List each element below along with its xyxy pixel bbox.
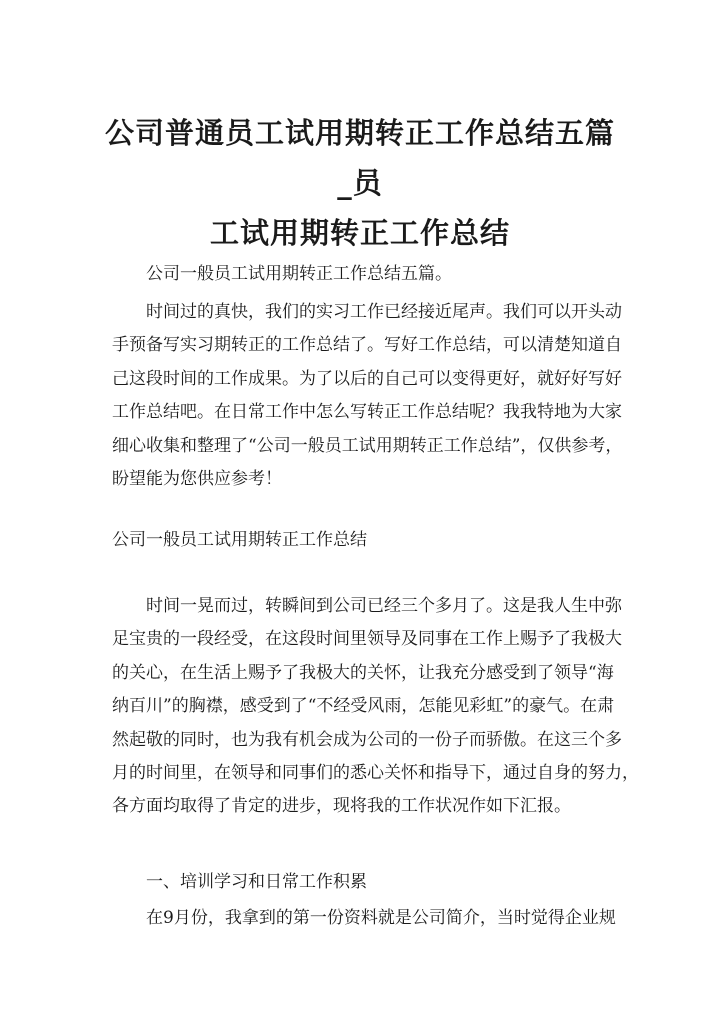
- title-line-1: 公司普通员工试用期转正工作总结五篇_员: [104, 116, 615, 200]
- intro-line-3: 己这段时间的工作成果。为了以后的自己可以变得更好，就好好写好: [112, 368, 622, 389]
- intro-line-6: 盼望能为您供应参考！: [112, 469, 282, 490]
- body-line-1: 时间一晃而过，转瞬间到公司已经三个多月了。这是我人生中弥: [146, 596, 622, 616]
- body-paragraph: [112, 590, 639, 824]
- intro-paragraph: [112, 296, 628, 496]
- last-line: 在9月份，我拿到的第一份资料就是公司简介，当时觉得企业规: [146, 908, 616, 928]
- body-line-4: 纳百川”的胸襟，感受到了“不经受风雨，怎能见彩虹”的豪气。在肃: [112, 696, 615, 717]
- intro-line-4: 工作总结吧。在日常工作中怎么写转正工作总结呢？我我特地为大家: [112, 402, 622, 423]
- title-line-2: 工试用期转正工作总结: [209, 216, 510, 250]
- document-title: [100, 108, 620, 258]
- intro-line-2: 手预备写实习期转正的工作总结了。写好工作总结，可以清楚知道自: [112, 335, 622, 356]
- intro-line-1: 时间过的真快，我们的实习工作已经接近尾声。我们可以开头动: [146, 302, 622, 322]
- body-line-2: 足宝贵的一段经受，在这段时间里领导及同事在工作上赐予了我极大: [112, 629, 622, 650]
- body-line-6: 月的时间里，在领导和同事们的悉心关怀和指导下，通过自身的努力，: [112, 763, 639, 784]
- body-line-5: 然起敬的同时，也为我有机会成为公司的一份子而骄傲。在这三个多: [112, 729, 622, 750]
- body-line-7: 各方面均取得了肯定的进步，现将我的工作状况作如下汇报。: [112, 796, 571, 817]
- section-title: 公司一般员工试用期转正工作总结: [112, 530, 367, 550]
- intro-heading: 公司一般员工试用期转正工作总结五篇。: [146, 264, 452, 284]
- body-line-3: 的关心，在生活上赐予了我极大的关怀，让我充分感受到了领导“海: [112, 662, 614, 683]
- intro-line-5: 细心收集和整理了“公司一般员工试用期转正工作总结”，仅供参考，: [112, 435, 623, 456]
- subheading: 一、培训学习和日常工作积累: [146, 872, 367, 892]
